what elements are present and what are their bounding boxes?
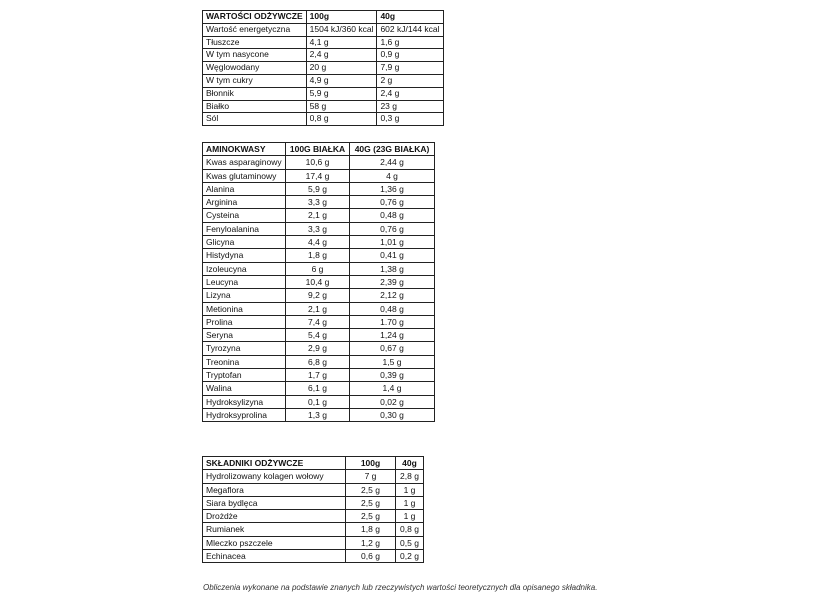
value-40g: 2,12 g (350, 289, 435, 302)
nutrient-name: W tym nasycone (203, 49, 307, 62)
nutrient-name: Błonnik (203, 87, 307, 100)
value-100g: 1504 kJ/360 kcal (306, 23, 377, 36)
value-100g: 1,8 g (346, 523, 396, 536)
value-100g: 2,5 g (346, 510, 396, 523)
nutrition-table (202, 10, 444, 126)
nutrient-name: Tłuszcze (203, 36, 307, 49)
amino-acid-name: Kwas glutaminowy (203, 169, 286, 182)
table-row (203, 329, 435, 342)
nutrition-table-body (203, 11, 444, 126)
ingredients-table-body (203, 457, 424, 563)
value-40g: 602 kJ/144 kcal (377, 23, 443, 36)
table-row (203, 87, 444, 100)
value-40g: 0,39 g (350, 369, 435, 382)
value-40g: 7,9 g (377, 62, 443, 75)
value-100g: 5,9 g (306, 87, 377, 100)
nutrient-name: Wartość energetyczna (203, 23, 307, 36)
amino-acid-name: Hydroksyprolina (203, 408, 286, 421)
amino-acid-name: Hydroksylizyna (203, 395, 286, 408)
value-100g: 2,4 g (306, 49, 377, 62)
value-40g: 1,24 g (350, 329, 435, 342)
header-cell: SKŁADNIKI ODŻYWCZE (203, 457, 346, 470)
value-40g: 0,8 g (396, 523, 424, 536)
value-40g: 0,48 g (350, 209, 435, 222)
value-40g: 0,02 g (350, 395, 435, 408)
value-100g-protein: 5,4 g (286, 329, 350, 342)
value-100g-protein: 2,1 g (286, 209, 350, 222)
nutrient-name: Węglowodany (203, 62, 307, 75)
value-100g-protein: 6,8 g (286, 355, 350, 368)
nutrient-name: Sól (203, 113, 307, 126)
value-100g-protein: 2,9 g (286, 342, 350, 355)
table-row (203, 369, 435, 382)
table-row (203, 49, 444, 62)
value-100g: 7 g (346, 470, 396, 483)
value-40g: 0,3 g (377, 113, 443, 126)
table-row (203, 36, 444, 49)
amino-acid-name: Glicyna (203, 236, 286, 249)
value-100g-protein: 3,3 g (286, 196, 350, 209)
ingredient-name: Megaflora (203, 483, 346, 496)
table-row (203, 236, 435, 249)
ingredients-table (202, 456, 424, 563)
value-100g-protein: 17,4 g (286, 169, 350, 182)
amino-acids-table-body (203, 143, 435, 422)
value-100g: 2,5 g (346, 496, 396, 509)
value-40g: 1,36 g (350, 182, 435, 195)
value-40g: 2,44 g (350, 156, 435, 169)
value-40g: 2,39 g (350, 275, 435, 288)
nutrition-table-header (203, 11, 444, 24)
amino-acid-name: Histydyna (203, 249, 286, 262)
value-100g-protein: 4,4 g (286, 236, 350, 249)
header-cell: 40g (396, 457, 424, 470)
value-40g: 1,38 g (350, 262, 435, 275)
value-100g-protein: 3,3 g (286, 222, 350, 235)
value-100g-protein: 1,8 g (286, 249, 350, 262)
amino-acid-name: Kwas asparaginowy (203, 156, 286, 169)
value-40g: 0,5 g (396, 536, 424, 549)
table-row (203, 382, 435, 395)
value-100g: 20 g (306, 62, 377, 75)
table-row (203, 182, 435, 195)
value-40g: 1 g (396, 510, 424, 523)
table-row (203, 355, 435, 368)
value-100g-protein: 1,3 g (286, 408, 350, 421)
amino-acid-name: Walina (203, 382, 286, 395)
table-row (203, 275, 435, 288)
header-cell: 40g (377, 11, 443, 24)
nutrient-name: Białko (203, 100, 307, 113)
value-100g-protein: 5,9 g (286, 182, 350, 195)
amino-acid-name: Izoleucyna (203, 262, 286, 275)
table-row (203, 342, 435, 355)
amino-acid-name: Seryna (203, 329, 286, 342)
ingredient-name: Echinacea (203, 550, 346, 563)
value-100g-protein: 10,6 g (286, 156, 350, 169)
amino-acid-name: Metionina (203, 302, 286, 315)
amino-acids-table-header (203, 143, 435, 156)
table-row (203, 289, 435, 302)
value-100g-protein: 2,1 g (286, 302, 350, 315)
table-row (203, 196, 435, 209)
table-row (203, 262, 435, 275)
header-cell: 100G BIAŁKA (286, 143, 350, 156)
value-40g: 0,9 g (377, 49, 443, 62)
value-100g-protein: 1,7 g (286, 369, 350, 382)
value-100g: 2,5 g (346, 483, 396, 496)
table-row (203, 536, 424, 549)
amino-acids-table (202, 142, 435, 422)
table-row (203, 483, 424, 496)
value-40g: 0,41 g (350, 249, 435, 262)
table-row (203, 209, 435, 222)
value-40g: 23 g (377, 100, 443, 113)
amino-acid-name: Cysteina (203, 209, 286, 222)
value-40g: 1.70 g (350, 315, 435, 328)
value-40g: 1,01 g (350, 236, 435, 249)
table-row (203, 315, 435, 328)
value-40g: 0,2 g (396, 550, 424, 563)
value-100g: 4,1 g (306, 36, 377, 49)
value-100g: 0,6 g (346, 550, 396, 563)
value-40g: 1 g (396, 483, 424, 496)
header-cell: WARTOŚCI ODŻYWCZE (203, 11, 307, 24)
value-40g: 1,5 g (350, 355, 435, 368)
ingredient-name: Siara bydlęca (203, 496, 346, 509)
header-cell: 100g (306, 11, 377, 24)
amino-acid-name: Tryptofan (203, 369, 286, 382)
nutrient-name: W tym cukry (203, 74, 307, 87)
value-100g-protein: 6,1 g (286, 382, 350, 395)
amino-acid-name: Fenyloalanina (203, 222, 286, 235)
amino-acid-name: Lizyna (203, 289, 286, 302)
value-100g: 0,8 g (306, 113, 377, 126)
table-row (203, 395, 435, 408)
value-40g: 1,4 g (350, 382, 435, 395)
value-40g: 0,30 g (350, 408, 435, 421)
value-40g: 1 g (396, 496, 424, 509)
value-40g: 2,8 g (396, 470, 424, 483)
ingredients-table-header (203, 457, 424, 470)
table-row (203, 249, 435, 262)
ingredient-name: Drożdże (203, 510, 346, 523)
amino-acid-name: Tyrozyna (203, 342, 286, 355)
header-cell: 100g (346, 457, 396, 470)
table-row (203, 169, 435, 182)
amino-acid-name: Prolina (203, 315, 286, 328)
ingredient-name: Rumianek (203, 523, 346, 536)
footnote: Obliczenia wykonane na podstawie znanych lub rzeczywistych wartości teoretycznych dla opisanego składnika. (203, 583, 598, 592)
value-40g: 0,76 g (350, 222, 435, 235)
header-cell: 40G (23G BIAŁKA) (350, 143, 435, 156)
table-row (203, 496, 424, 509)
table-row (203, 510, 424, 523)
value-40g: 4 g (350, 169, 435, 182)
value-40g: 0,67 g (350, 342, 435, 355)
value-40g: 0,76 g (350, 196, 435, 209)
table-row (203, 62, 444, 75)
ingredient-name: Hydrolizowany kolagen wołowy (203, 470, 346, 483)
value-100g-protein: 10,4 g (286, 275, 350, 288)
value-100g-protein: 6 g (286, 262, 350, 275)
value-40g: 2,4 g (377, 87, 443, 100)
table-row (203, 550, 424, 563)
value-100g: 4,9 g (306, 74, 377, 87)
value-40g: 0,48 g (350, 302, 435, 315)
table-row (203, 23, 444, 36)
table-row (203, 113, 444, 126)
table-row (203, 408, 435, 421)
value-100g: 58 g (306, 100, 377, 113)
table-row (203, 156, 435, 169)
ingredient-name: Mleczko pszczele (203, 536, 346, 549)
value-40g: 2 g (377, 74, 443, 87)
value-40g: 1,6 g (377, 36, 443, 49)
value-100g-protein: 0,1 g (286, 395, 350, 408)
table-row (203, 302, 435, 315)
table-row (203, 74, 444, 87)
table-row (203, 222, 435, 235)
table-row (203, 523, 424, 536)
header-cell: AMINOKWASY (203, 143, 286, 156)
amino-acid-name: Treonina (203, 355, 286, 368)
table-row (203, 470, 424, 483)
table-row (203, 100, 444, 113)
value-100g-protein: 9,2 g (286, 289, 350, 302)
value-100g: 1,2 g (346, 536, 396, 549)
amino-acid-name: Leucyna (203, 275, 286, 288)
amino-acid-name: Arginina (203, 196, 286, 209)
value-100g-protein: 7,4 g (286, 315, 350, 328)
amino-acid-name: Alanina (203, 182, 286, 195)
